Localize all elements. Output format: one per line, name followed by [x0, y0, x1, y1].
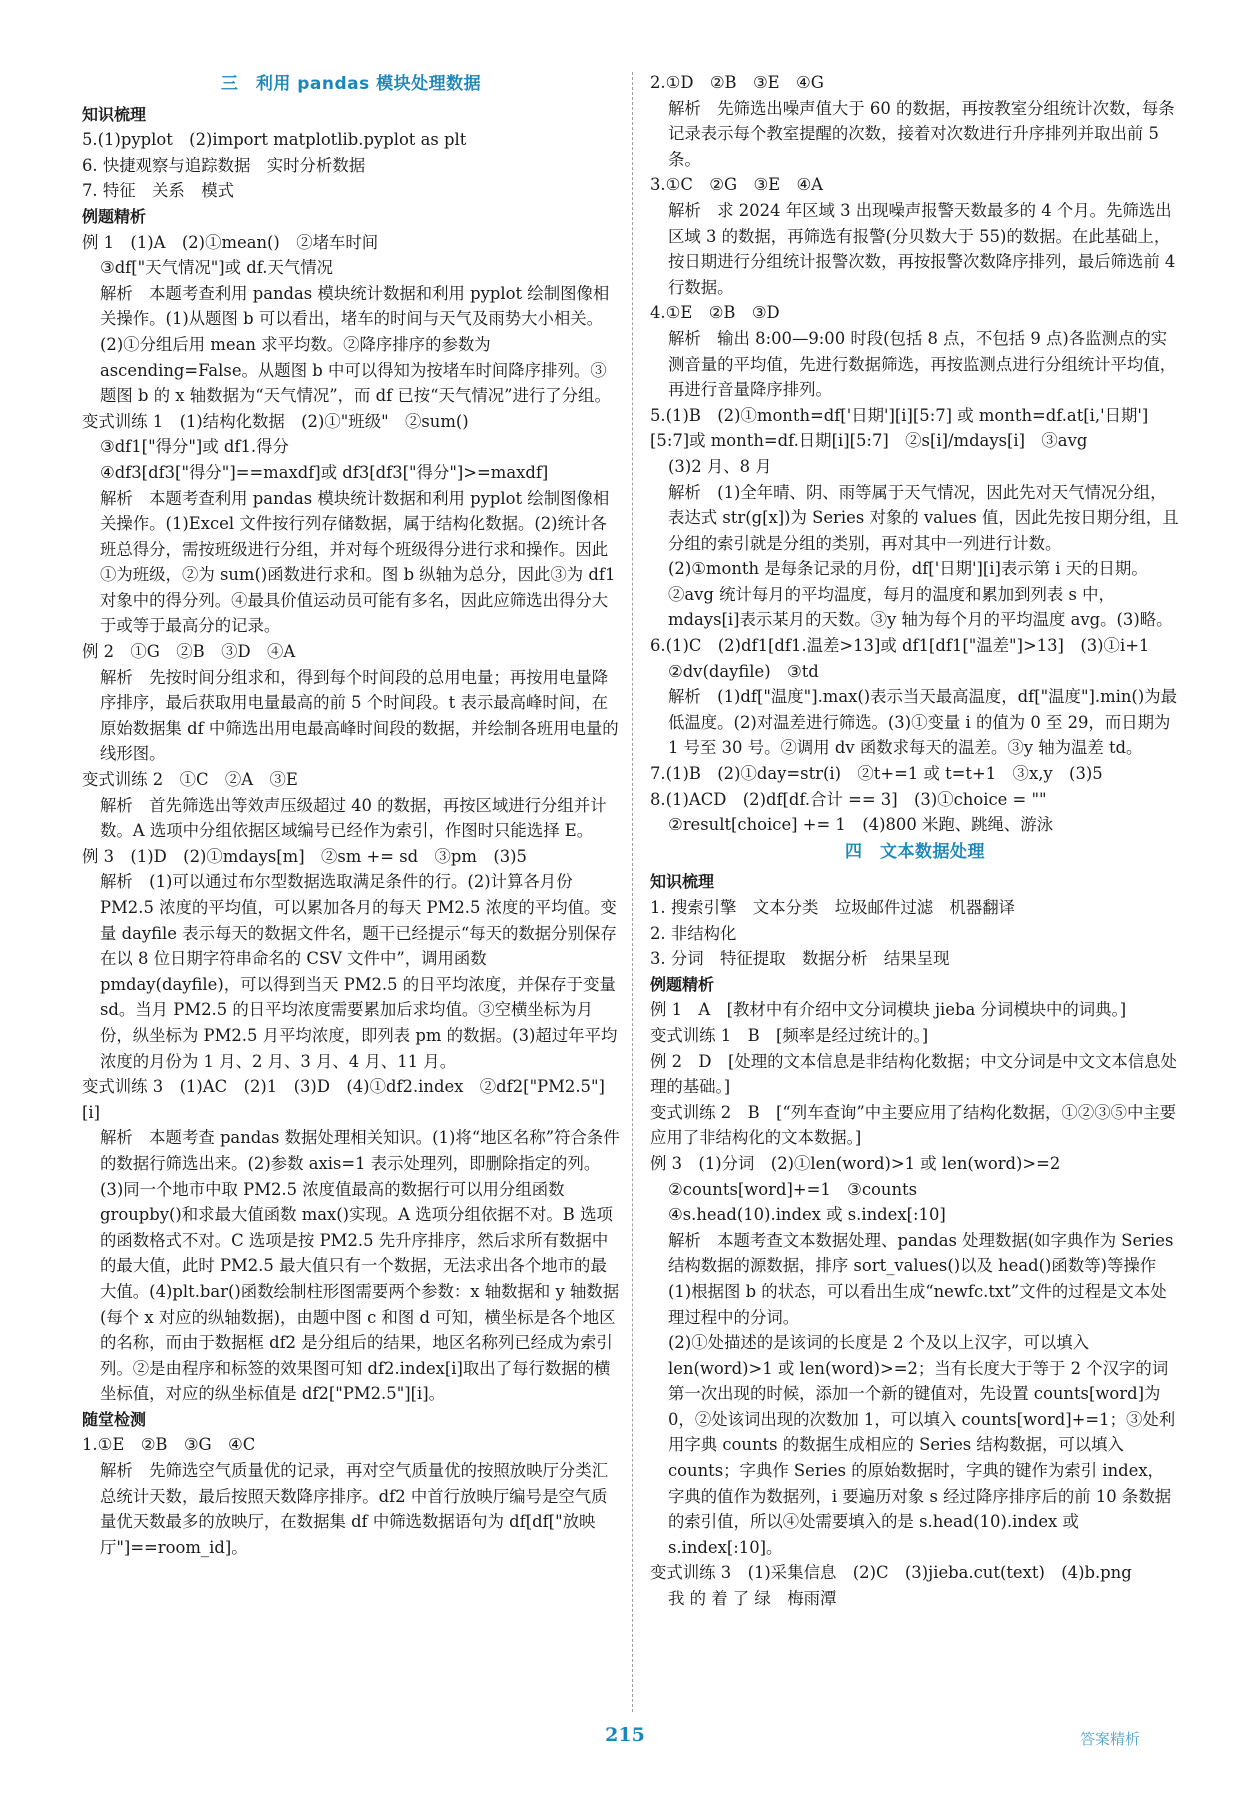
text-line: 解析 本题考查 pandas 数据处理相关知识。(1)将“地区名称”符合条件的数据行筛选出来。(2)参数 axis=1 表示处理列，即删除指定的列。(3)同一个地市中取 PM2.5 浓度值最高的数据行可以用分组函数 groupby()和求最大值函数 max()实现。A 选项分组依据不对。B 选项的函数格式不对。C 选项是按 PM2.5 先升序排序，然后求所有数据中的最大值，此时 PM2.5 最大值只有一个数据，无法求出各个地市的最大值。(4)plt.bar()函数绘制柱形图需要两个参数：x 轴数据和 y 轴数据(每个 x 对应的纵轴数据)，由题中图 c 和图 d 可知，横坐标是各个地区的名称，而由于数据框 df2 是分组后的结果，地区名称列已经成为索引列。②是由程序和标签的效果图可知 df2.index[i]取出了每行数据的横坐标值，对应的纵坐标值是 df2["PM2.5"][i]。 [100, 1128, 620, 1404]
text-line: 变式训练 3 (1)采集信息 (2)C (3)jieba.cut(text) (4)b.png [650, 1563, 1132, 1583]
text-line: 7. 特征 关系 模式 [82, 181, 234, 201]
text-line: (2)①month 是每条记录的月份，df['日期'][i]表示第 i 天的日期。②avg 统计每月的平均温度，每月的温度和累加到列表 s 中，mdays[i]表示某月的天数。③y 轴为每个月的平均温度 avg。(3)略。 [668, 559, 1173, 630]
text-line: 变式训练 2 ①C ②A ③E [82, 770, 298, 790]
text-line: (1)根据图 b 的状态，可以看出生成“newfc.txt”文件的过程是文本处理过程中的分词。 [668, 1281, 1167, 1327]
text-line: ②dv(dayfile) ③td [668, 661, 819, 681]
text-line: 3. 分词 特征提取 数据分析 结果呈现 [650, 949, 950, 969]
text-line: 解析 先按时间分组求和，得到每个时间段的总用电量；再按用电量降序排序，最后获取用电量最高的前 5 个时间段。t 表示最高峰时间，在原始数据集 df 中筛选出用电最高峰时间段的数据，并绘制各班用电量的线形图。 [100, 667, 619, 764]
text-line: 解析 本题考查文本数据处理、pandas 处理数据(如字典作为 Series 结构数据的源数据，排序 sort_values()以及 head()函数等)等操作 [668, 1230, 1179, 1276]
text-line: 解析 输出 8:00—9:00 时段(包括 8 点，不包括 9 点)各监测点的实测音量的平均值，先进行数据筛选，再按监测点进行分组统计平均值，再进行音量降序排列。 [668, 328, 1177, 400]
section-heading: 例题精析 [650, 974, 715, 994]
text-line: 例 1 A [教材中有介绍中文分词模块 jieba 分词模块中的词典。] [650, 1000, 1127, 1020]
text-line: 例 2 D [处理的文本信息是非结构化数据；中文分词是中文文本信息处理的基础。] [650, 1051, 1177, 1097]
text-line: 7.(1)B (2)①day=str(i) ②t+=1 或 t=t+1 ③x,y (3)5 [650, 764, 1103, 784]
text-line: 6. 快捷观察与追踪数据 实时分析数据 [82, 155, 366, 175]
text-line: 2. 非结构化 [650, 923, 737, 943]
section-heading: 例题精析 [82, 206, 147, 226]
text-line: 变式训练 3 (1)AC (2)1 (3)D (4)①df2.index ②df2["PM2.5"][i] [82, 1077, 605, 1122]
left-column [82, 70, 620, 1560]
text-line: 解析 (1)可以通过布尔型数据选取满足条件的行。(2)计算各月份 PM2.5 浓度的平均值，可以累加各月的每天 PM2.5 浓度的平均值。变量 dayfile 表示每天的数据文件名，题干已经提示“每天的数据分别保存在以 8 位日期字符串命名的 CSV 文件中”，调用函数 pmday(dayfile)，可以得到当天 PM2.5 的日平均浓度，并保存于变量 sd。当月 PM2.5 的日平均浓度需要累加后求均值。③空横坐标为月份，纵坐标为 PM2.5 月平均浓度，即列表 pm 的数据。(3)超过年平均浓度的月份为 1 月、2 月、3 月、4 月、11 月。 [100, 872, 622, 1071]
text-line: 6.(1)C (2)df1[df1.温差>13]或 df1[df1["温差"]>13] (3)①i+1 [650, 636, 1150, 656]
text-line: 解析 先筛选空气质量优的记录，再对空气质量优的按照放映厅分类汇总统计天数，最后按照天数降序排序。df2 中首行放映厅编号是空气质量优天数最多的放映厅，在数据集 df 中筛选数据语句为 df[df["放映厅"]==room_id]。 [100, 1461, 609, 1557]
text-line: (3)2 月、8 月 [668, 456, 772, 476]
text-line: 5.(1)pyplot (2)import matplotlib.pyplot as plt [82, 130, 467, 150]
text-line: 变式训练 1 B [频率是经过统计的。] [650, 1025, 929, 1045]
section-heading: 知识梳理 [650, 872, 715, 892]
text-line: 变式训练 2 B [“列车查询”中主要应用了结构化数据，①②③⑤中主要应用了非结构化的文本数据。] [650, 1102, 1177, 1148]
text-line: 例 1 (1)A (2)①mean() ②堵车时间 [82, 232, 379, 252]
right-column [650, 70, 1180, 1612]
text-line: ③df["天气情况"]或 df.天气情况 [100, 258, 334, 278]
text-line: 例 3 (1)D (2)①mdays[m] ②sm += sd ③pm (3)5 [82, 846, 527, 866]
text-line: 解析 本题考查利用 pandas 模块统计数据和利用 pyplot 绘制图像相关操作。(1)从题图 b 可以看出，堵车的时间与天气及雨势大小相关。(2)①分组后用 mean 求平均数。②降序排序的参数为 ascending=False。从题图 b 中可以得知为按堵车时间降序排列。③题图 b 的 x 轴数据为“天气情况”，而 df 已按“天气情况”进行了分组。 [100, 283, 611, 406]
text-line: 2.①D ②B ③E ④G [650, 73, 824, 92]
section-title: 三 利用 pandas 模块处理数据 [220, 74, 482, 94]
page-number: 215 [605, 1724, 645, 1746]
text-line: ②result[choice] += 1 (4)800 米跑、跳绳、游泳 [668, 815, 1054, 835]
section-heading: 随堂检测 [82, 1409, 147, 1429]
text-line: 3.①C ②G ③E ④A [650, 175, 824, 195]
text-line: ③df1["得分"]或 df1.得分 [100, 437, 289, 457]
text-line: 1.①E ②B ③G ④C [82, 1435, 256, 1455]
text-line: 4.①E ②B ③D [650, 303, 780, 323]
text-line: 例 3 (1)分词 (2)①len(word)>1 或 len(word)>=2 [650, 1153, 1061, 1173]
column-divider [632, 72, 633, 1712]
text-line: 8.(1)ACD (2)df[df.合计 == 3] (3)①choice = "" [650, 789, 1047, 809]
text-line: 解析 求 2024 年区域 3 出现噪声报警天数最多的 4 个月。先筛选出区域 3 的数据，再筛选有报警(分贝数大于 55)的数据。在此基础上，按日期进行分组统计报警次数，再按报警次数降序排列，最后筛选前 4 行数据。 [668, 200, 1181, 297]
text-line: 变式训练 1 (1)结构化数据 (2)①"班级" ②sum() [82, 411, 469, 431]
text-line: 解析 首先筛选出等效声压级超过 40 的数据，再按区域进行分组并计数。A 选项中分组依据区域编号已经作为索引，作图时只能选择 E。 [100, 795, 607, 841]
text-line: (2)①处描述的是该词的长度是 2 个及以上汉字，可以填入 len(word)>1 或 len(word)>=2；当有长度大于等于 2 个汉字的词第一次出现的时候，添加一个新的键值对，先设置 counts[word]为 0，②处该词出现的次数加 1，可以填入 counts[word]+=1；③处利用字典 counts 的数据生成相应的 Series 结构数据，可以填入 counts；字典作 Series 的原始数据时，字典的键作为索引 index，字典的值作为数据列，i 要遍历对象 s 经过降序排序后的前 10 条数据的索引值，所以④处需要填入的是 s.head(10).index 或 s.index[:10]。 [668, 1333, 1176, 1557]
text-line: 我 的 着 了 绿 梅雨潭 [668, 1589, 837, 1609]
text-line: 解析 (1)全年晴、阴、雨等属于天气情况，因此先对天气情况分组，表达式 str(g[x])为 Series 对象的 values 值，因此先按日期分组，且分组的索引就是分组的类别，再对其中一列进行计数。 [668, 482, 1179, 553]
footer-label: 答案精析 [1080, 1730, 1141, 1748]
text-line: ②counts[word]+=1 ③counts [668, 1179, 918, 1199]
text-line: ④s.head(10).index 或 s.index[:10] [668, 1205, 946, 1225]
text-line: 5.(1)B (2)①month=df['日期'][i][5:7] 或 month=df.at[i,'日期'][5:7]或 month=df.日期[i][5:7] ②s[i]/mdays[i] ③avg [650, 405, 1149, 451]
text-line: 解析 先筛选出噪声值大于 60 的数据，再按教室分组统计次数，每条记录表示每个教室提醒的次数，接着对次数进行升序排列并取出前 5 条。 [668, 98, 1175, 169]
text-line: 例 2 ①G ②B ③D ④A [82, 642, 296, 662]
section-title: 四 文本数据处理 [845, 841, 985, 862]
text-line: ④df3[df3["得分"]==maxdf]或 df3[df3["得分"]>=maxdf] [100, 462, 549, 482]
section-heading: 知识梳理 [82, 104, 147, 124]
text-line: 1. 搜索引擎 文本分类 垃圾邮件过滤 机器翻译 [650, 898, 1016, 917]
text-line: 解析 (1)df["温度"].max()表示当天最高温度，df["温度"].min()为最低温度。(2)对温差进行筛选。(3)①变量 i 的值为 0 至 29，而日期为 1 号至 30 号。②调用 dv 函数求每天的温差。③y 轴为温差 td。 [668, 687, 1177, 758]
text-line: 解析 本题考查利用 pandas 模块统计数据和利用 pyplot 绘制图像相关操作。(1)Excel 文件按行列存储数据，属于结构化数据。(2)统计各班总得分，需按班级进行分组，并对每个班级得分进行求和操作。因此①为班级，②为 sum()函数进行求和。图 b 纵轴为总分，因此③为 df1 对象中的得分列。④最具价值运动员可能有多名，因此应筛选出得分大于或等于最高分的记录。 [100, 488, 621, 636]
